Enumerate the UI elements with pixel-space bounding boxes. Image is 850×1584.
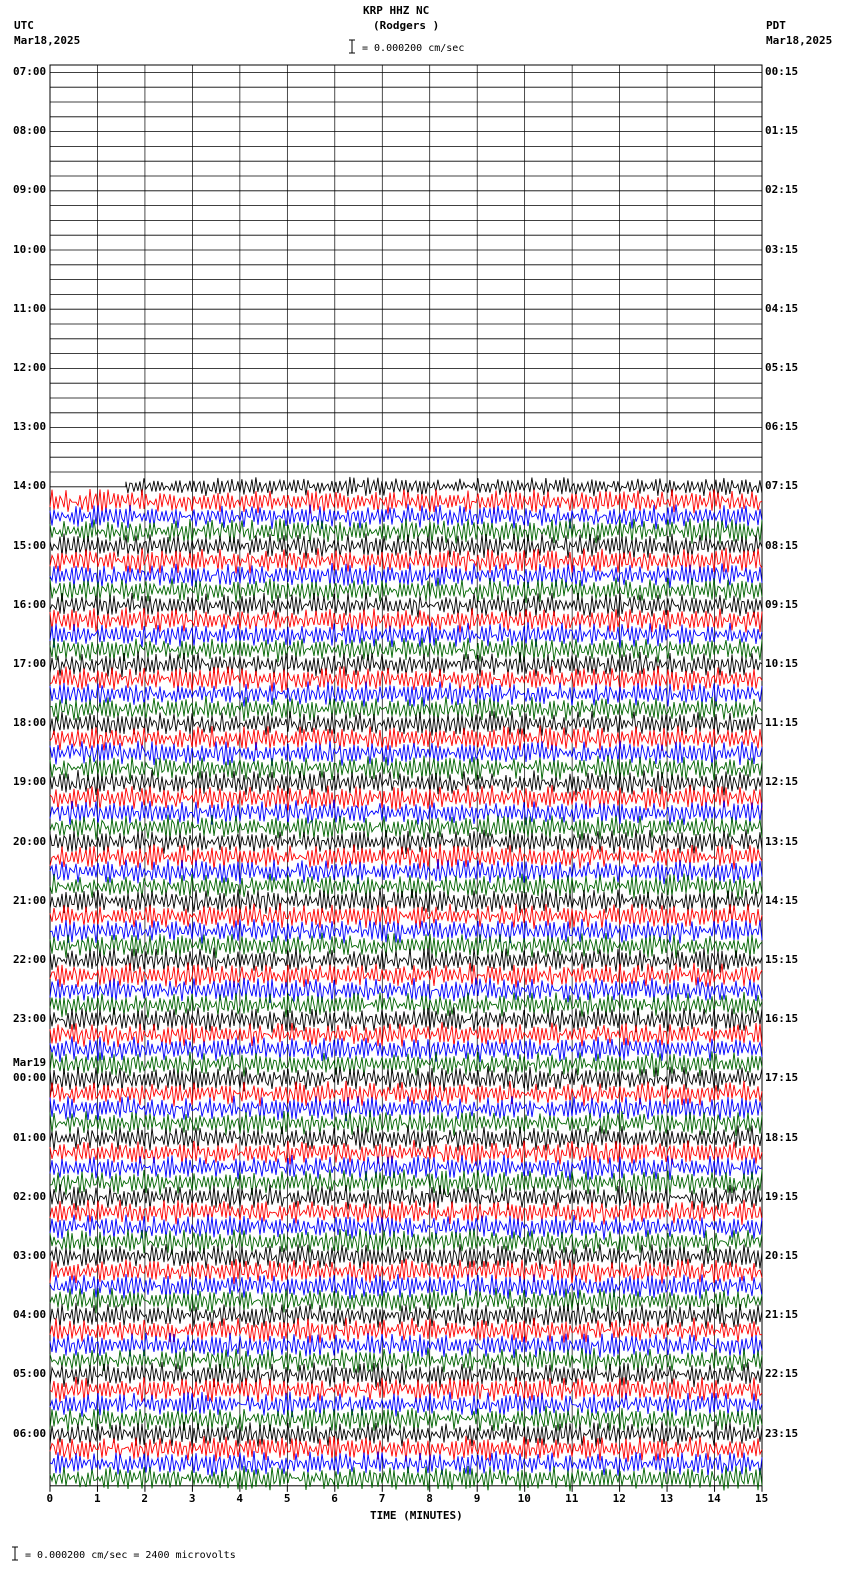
footer-scale-bar-icon (12, 1547, 18, 1560)
trace-row (50, 903, 762, 929)
trace-row (50, 477, 762, 497)
left-hour-label: 22:00 (13, 953, 47, 966)
right-hour-label: 22:15 (765, 1367, 799, 1381)
right-hour-label: 02:15 (765, 183, 799, 197)
x-tick-label: 6 (331, 1491, 338, 1505)
trace-row (50, 948, 762, 973)
right-hour-label: 03:15 (765, 242, 799, 256)
left-hour-label: 08:00 (13, 124, 47, 138)
trace-row (50, 829, 762, 854)
trace-row (50, 726, 762, 751)
right-hour-label: 17:15 (765, 1071, 799, 1085)
trace-row (50, 977, 762, 1003)
right-hour-label: 21:15 (765, 1308, 799, 1322)
x-axis-label: TIME (MINUTES) (370, 1509, 463, 1522)
right-hour-label: 13:15 (765, 834, 799, 848)
x-axis-ticks (50, 1486, 762, 1492)
left-hour-label: 00:00 (13, 1071, 47, 1085)
x-tick-label: 15 (755, 1491, 769, 1505)
right-hour-label: 18:15 (765, 1130, 799, 1144)
x-tick-label: 11 (565, 1491, 579, 1505)
right-hour-label: 04:15 (765, 301, 799, 315)
left-hour-label: 16:00 (13, 597, 47, 611)
left-hour-label: 01:00 (13, 1130, 47, 1144)
left-hour-label: 17:00 (13, 657, 47, 670)
left-hour-label: 12:00 (13, 361, 47, 374)
trace-row (50, 963, 762, 988)
left-hour-label: 23:00 (13, 1012, 47, 1026)
right-timezone: PDT (766, 19, 786, 32)
right-hour-label: 08:15 (765, 538, 799, 552)
trace-row (50, 563, 762, 588)
left-hour-label: 10:00 (13, 242, 47, 256)
right-hour-label: 12:15 (765, 775, 799, 789)
x-tick-label: 10 (517, 1491, 531, 1505)
trace-row (50, 1377, 762, 1402)
right-hour-label: 09:15 (765, 597, 799, 611)
trace-row (50, 607, 762, 632)
right-hour-label: 16:15 (765, 1012, 799, 1026)
x-tick-label: 5 (283, 1491, 291, 1505)
x-tick-label: 8 (426, 1491, 433, 1505)
x-tick-label: 1 (93, 1491, 101, 1505)
right-hour-label: 01:15 (765, 124, 799, 138)
right-hour-label: 23:15 (765, 1426, 799, 1440)
trace-row (50, 548, 762, 574)
left-hour-label: 14:00 (13, 479, 47, 493)
trace-row (50, 1214, 762, 1239)
x-tick-label: 4 (236, 1491, 243, 1505)
trace-row (50, 1274, 762, 1299)
right-hour-label: 05:15 (765, 361, 799, 374)
left-hour-label: 19:00 (13, 775, 47, 789)
right-hour-label: 14:15 (765, 893, 799, 907)
scale-label: = 0.000200 cm/sec (362, 43, 465, 54)
trace-row (50, 888, 762, 913)
trace-row (50, 1303, 762, 1329)
station-title: KRP HHZ NC (363, 4, 430, 17)
left-hour-label: 18:00 (13, 716, 47, 730)
trace-row (50, 874, 762, 900)
trace-row (50, 1362, 762, 1388)
x-tick-label: 0 (46, 1491, 54, 1505)
left-hour-label: 06:00 (13, 1426, 47, 1440)
right-hour-label: 06:15 (765, 420, 799, 434)
trace-row (50, 1288, 762, 1314)
trace-row (50, 1096, 762, 1121)
left-hour-label: 04:00 (13, 1308, 47, 1322)
scale-bar-icon (349, 40, 355, 53)
seismic-traces (50, 72, 762, 1491)
left-hour-label: 09:00 (13, 183, 47, 197)
right-date: Mar18,2025 (766, 34, 833, 47)
left-timezone: UTC (14, 19, 34, 32)
left-hour-label: 21:00 (13, 893, 47, 907)
x-tick-label: 14 (707, 1491, 721, 1505)
left-hour-label: 07:00 (13, 65, 47, 78)
left-date: Mar18,2025 (14, 34, 81, 47)
left-hour-label: 05:00 (13, 1367, 47, 1381)
trace-row (50, 815, 762, 840)
x-tick-label: 9 (473, 1491, 481, 1505)
left-hour-label: 03:00 (13, 1249, 47, 1262)
site-name: (Rodgers ) (373, 19, 440, 32)
right-hour-label: 20:15 (765, 1249, 799, 1262)
footer-scale-label: = 0.000200 cm/sec = 2400 microvolts (25, 1550, 236, 1561)
left-hour-label: 13:00 (13, 420, 47, 434)
left-hour-label: 20:00 (13, 834, 47, 848)
left-hour-label: 15:00 (13, 538, 47, 552)
x-tick-label: 13 (660, 1491, 674, 1505)
right-hour-label: 07:15 (765, 479, 799, 493)
left-hour-label: 11:00 (13, 301, 47, 315)
trace-row (50, 1155, 762, 1181)
x-tick-label: 7 (378, 1491, 386, 1505)
right-hour-label: 00:15 (765, 65, 799, 78)
trace-row (50, 1125, 762, 1150)
trace-row (50, 1259, 762, 1284)
date-change-label: Mar19 (13, 1056, 47, 1070)
right-hour-label: 10:15 (765, 657, 799, 670)
x-tick-label: 3 (188, 1491, 196, 1505)
right-hour-label: 11:15 (765, 716, 799, 730)
trace-row (50, 800, 762, 825)
right-hour-label: 19:15 (765, 1189, 799, 1203)
trace-row (50, 489, 762, 514)
x-tick-label: 2 (141, 1491, 149, 1505)
trace-row (50, 1466, 762, 1491)
x-tick-label: 12 (612, 1491, 626, 1505)
right-hour-label: 15:15 (765, 953, 799, 966)
left-hour-label: 02:00 (13, 1189, 47, 1203)
trace-row (50, 770, 762, 795)
